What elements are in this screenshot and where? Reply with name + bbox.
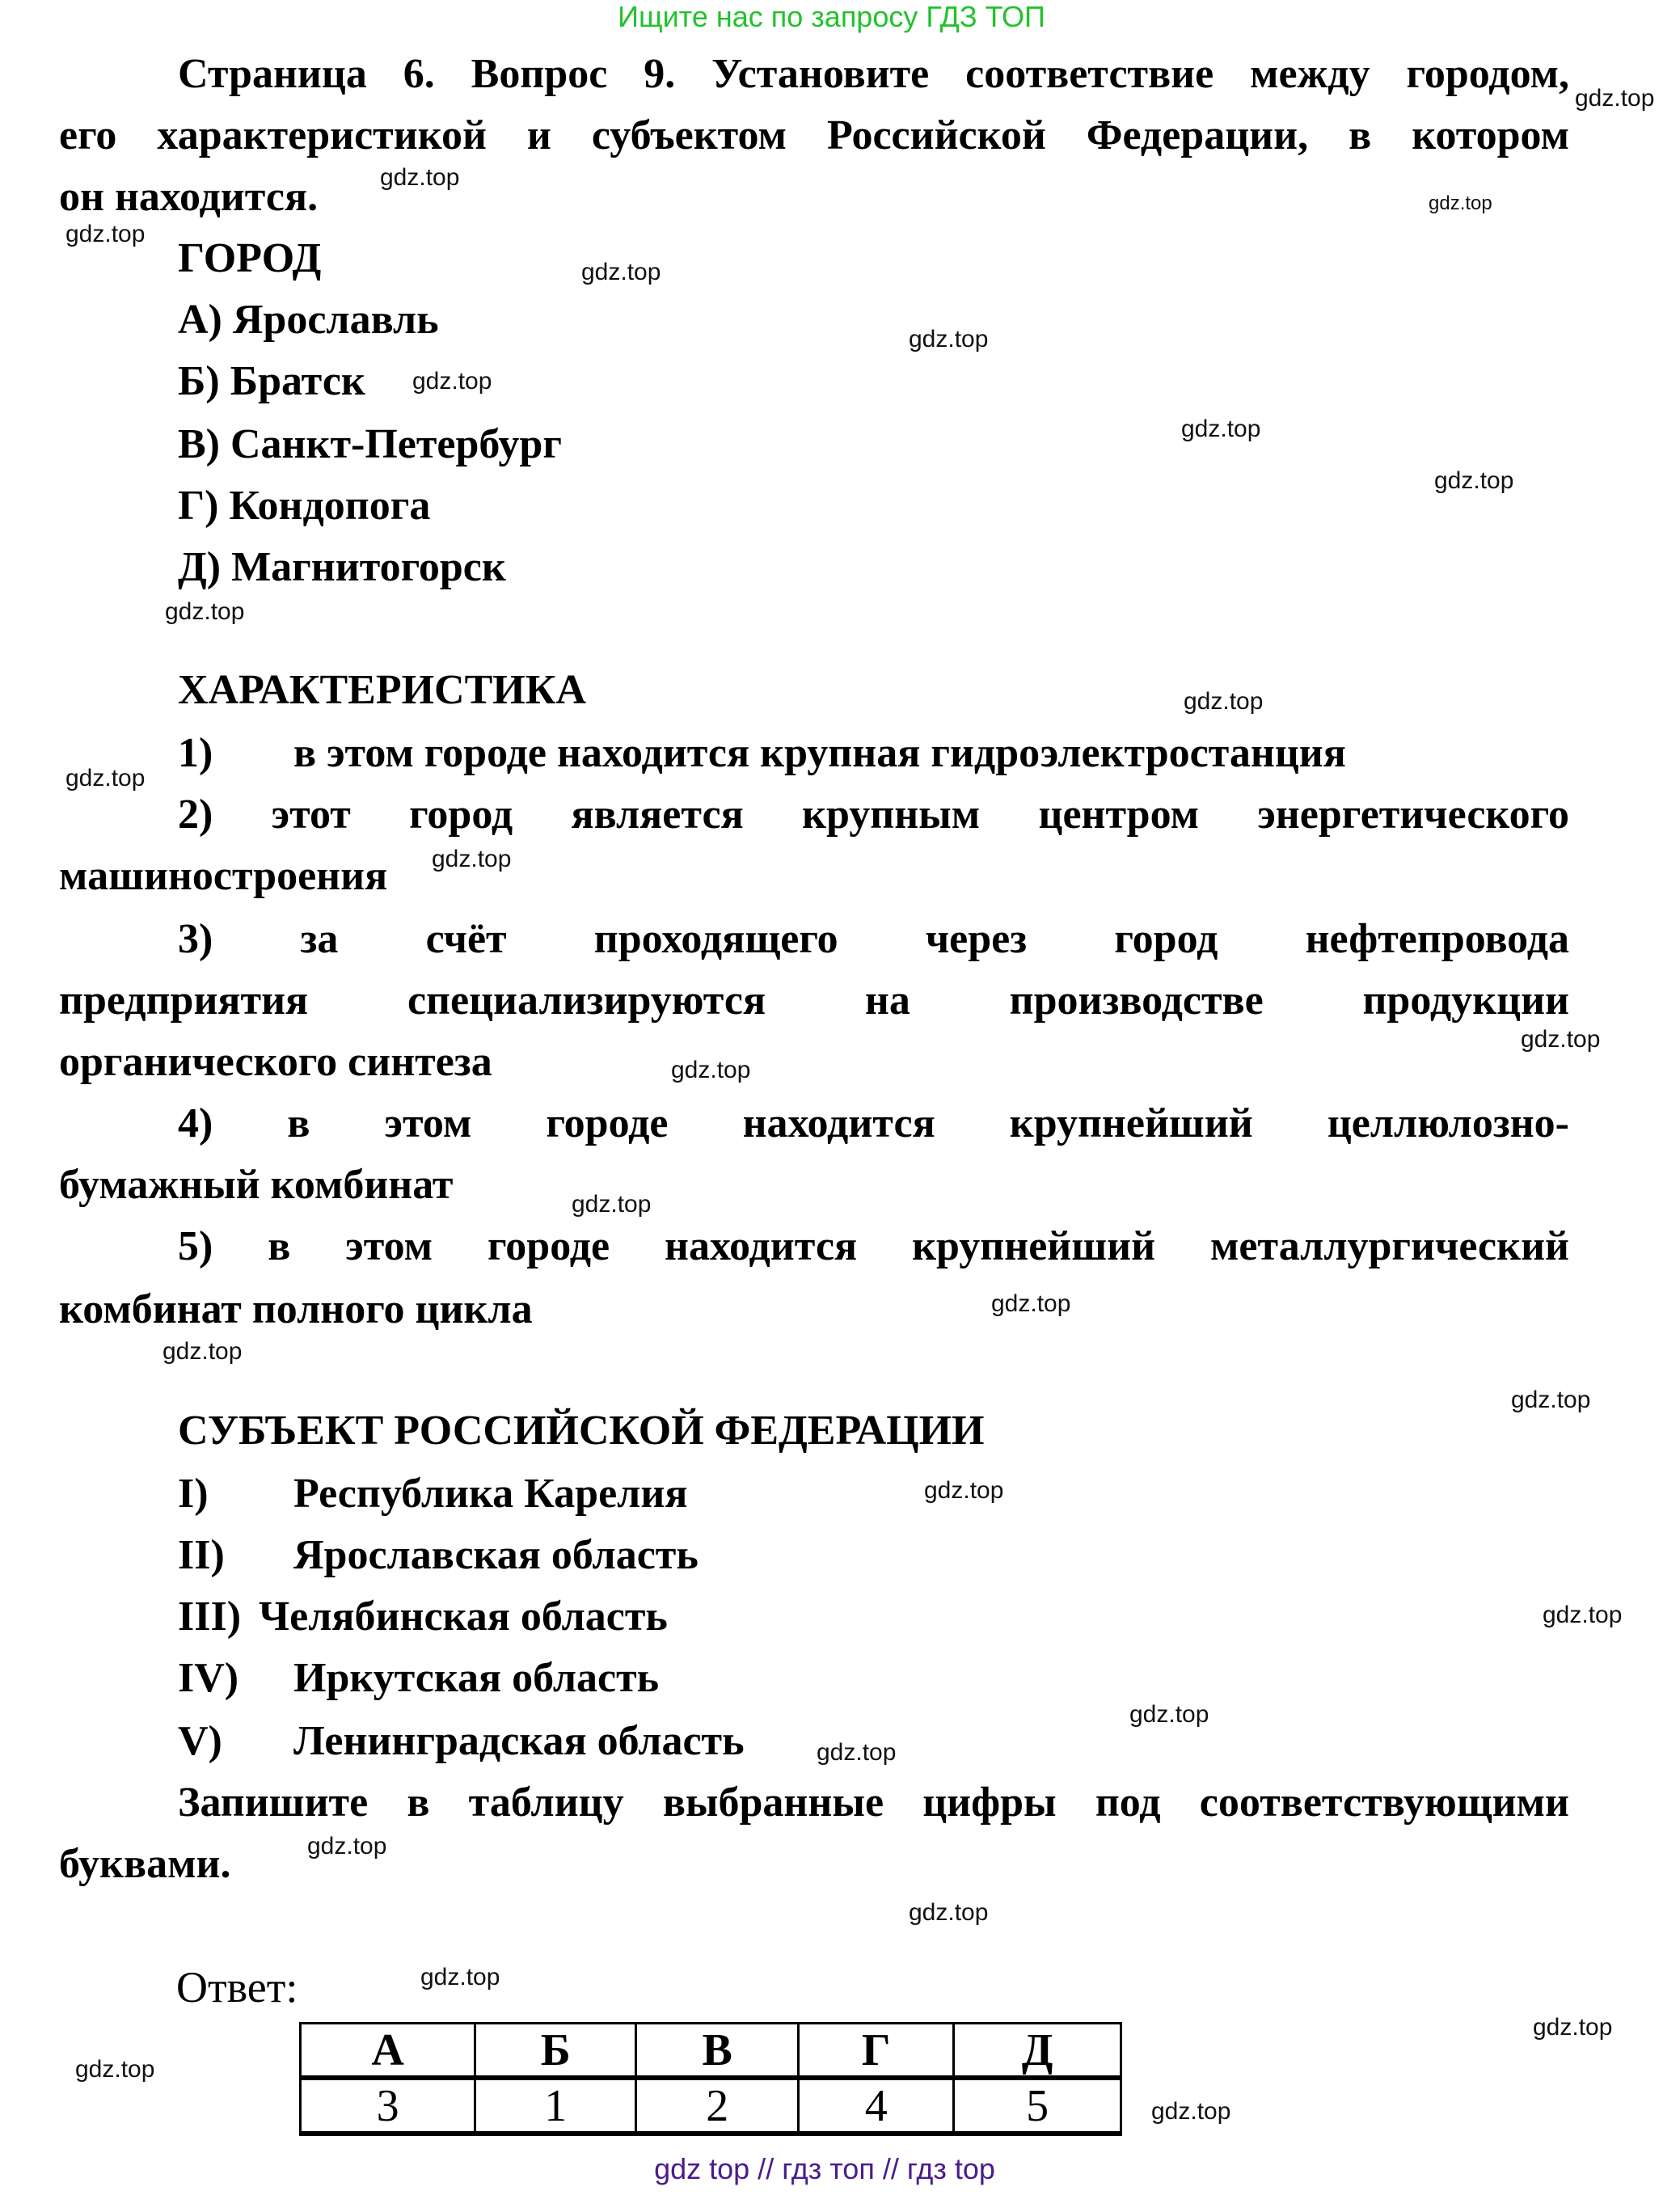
answer-header-cell: В	[636, 2024, 799, 2079]
subject-text: Ярославская область	[293, 1532, 699, 1578]
cities-heading: ГОРОД	[178, 235, 322, 281]
watermark: gdz.top	[671, 1057, 751, 1083]
characteristics-heading: ХАРАКТЕРИСТИКА	[178, 667, 586, 713]
watermark: gdz.top	[572, 1191, 652, 1218]
watermark: gdz.top	[581, 259, 661, 285]
subject-text: Ленинградская область	[293, 1718, 745, 1764]
answer-label: Ответ:	[176, 1963, 298, 2011]
watermark: gdz.top	[307, 1833, 387, 1860]
answer-value-cell: 4	[799, 2078, 954, 2134]
answer-header-cell: Б	[475, 2024, 636, 2079]
characteristic-text: машиностроения	[59, 853, 388, 899]
characteristic-text: комбинат полного цикла	[59, 1286, 533, 1332]
characteristic-text: 2) этот город является крупным центром энергетического	[178, 792, 1569, 838]
watermark: gdz.top	[412, 368, 492, 395]
characteristic-number: 1)	[178, 730, 213, 776]
watermark: gdz.top	[65, 221, 146, 247]
answer-table	[299, 2022, 1122, 2136]
subject-number: III)	[178, 1594, 242, 1640]
characteristic-text: бумажный комбинат	[59, 1162, 454, 1208]
city-item: Г) Кондопога	[178, 483, 431, 529]
watermark: gdz.top	[163, 1338, 243, 1365]
city-item: А) Ярославль	[178, 297, 439, 343]
watermark: gdz.top	[65, 765, 146, 792]
watermark: gdz.top	[1511, 1387, 1591, 1413]
watermark: gdz.top	[1533, 2014, 1613, 2041]
answer-value-cell: 1	[475, 2078, 636, 2134]
answer-header-cell: Д	[954, 2024, 1121, 2079]
watermark: gdz.top	[1543, 1602, 1623, 1628]
characteristic-text: 4) в этом городе находится крупнейший целлюлозно-	[178, 1100, 1569, 1146]
answer-header-cell: А	[301, 2024, 475, 2079]
answer-value-cell: 3	[301, 2078, 475, 2134]
instruction-line-2: буквами.	[59, 1841, 231, 1887]
subject-number: V)	[178, 1718, 222, 1764]
watermark: gdz.top	[75, 2056, 155, 2083]
question-title-line-2: его характеристикой и субъектом Российской Федерации, в котором	[59, 112, 1569, 158]
watermark: gdz.top	[1129, 1701, 1209, 1728]
watermark: gdz.top	[817, 1739, 897, 1766]
subject-text: Челябинская область	[259, 1594, 668, 1640]
characteristic-text: предприятия специализируются на производстве продукции	[59, 977, 1569, 1024]
answer-header-cell: Г	[799, 2024, 954, 2079]
watermark: gdz.top	[991, 1290, 1071, 1317]
watermark: gdz.top	[1429, 192, 1492, 214]
watermark: gdz.top	[909, 1899, 989, 1926]
city-item: В) Санкт-Петербург	[178, 421, 562, 467]
watermark: gdz.top	[1521, 1026, 1601, 1053]
search-banner[interactable]: Ищите нас по запросу ГДЗ ТОП	[618, 0, 1045, 33]
footer-watermark: gdz top // гдз топ // гдз top	[654, 2152, 995, 2185]
characteristic-text: органического синтеза	[59, 1039, 492, 1085]
watermark: gdz.top	[380, 164, 460, 191]
watermark: gdz.top	[924, 1477, 1004, 1504]
question-title-line-1: Страница 6. Вопрос 9. Установите соответствие между городом,	[178, 51, 1569, 97]
answer-value-row	[301, 2078, 1121, 2134]
subject-number: I)	[178, 1471, 209, 1517]
watermark: gdz.top	[432, 846, 512, 872]
answer-header-row	[301, 2024, 1121, 2079]
watermark: gdz.top	[909, 326, 989, 352]
characteristic-text: 3) за счёт проходящего через город нефтепровода	[178, 916, 1569, 962]
watermark: gdz.top	[1434, 467, 1514, 494]
question-title-line-3: он находится.	[59, 174, 319, 220]
watermark: gdz.top	[420, 1964, 500, 1990]
city-item: Д) Магнитогорск	[178, 544, 506, 590]
watermark: gdz.top	[165, 598, 245, 625]
watermark: gdz.top	[1181, 416, 1261, 442]
characteristic-text: 5) в этом городе находится крупнейший металлургический	[178, 1223, 1569, 1269]
watermark: gdz.top	[1151, 2098, 1231, 2125]
subject-text: Республика Карелия	[293, 1471, 688, 1517]
subjects-heading: СУБЪЕКТ РОССИЙСКОЙ ФЕДЕРАЦИИ	[178, 1408, 985, 1454]
answer-value-cell: 2	[636, 2078, 799, 2134]
watermark: gdz.top	[1184, 688, 1264, 715]
subject-text: Иркутская область	[293, 1655, 660, 1701]
subject-number: IV)	[178, 1655, 239, 1701]
answer-value-cell: 5	[954, 2078, 1121, 2134]
watermark: gdz.top	[1575, 85, 1655, 112]
subject-number: II)	[178, 1532, 225, 1578]
characteristic-text: в этом городе находится крупная гидроэлектростанция	[293, 730, 1346, 776]
instruction-line-1: Запишите в таблицу выбранные цифры под соответствующими	[178, 1779, 1569, 1826]
city-item: Б) Братск	[178, 358, 365, 404]
